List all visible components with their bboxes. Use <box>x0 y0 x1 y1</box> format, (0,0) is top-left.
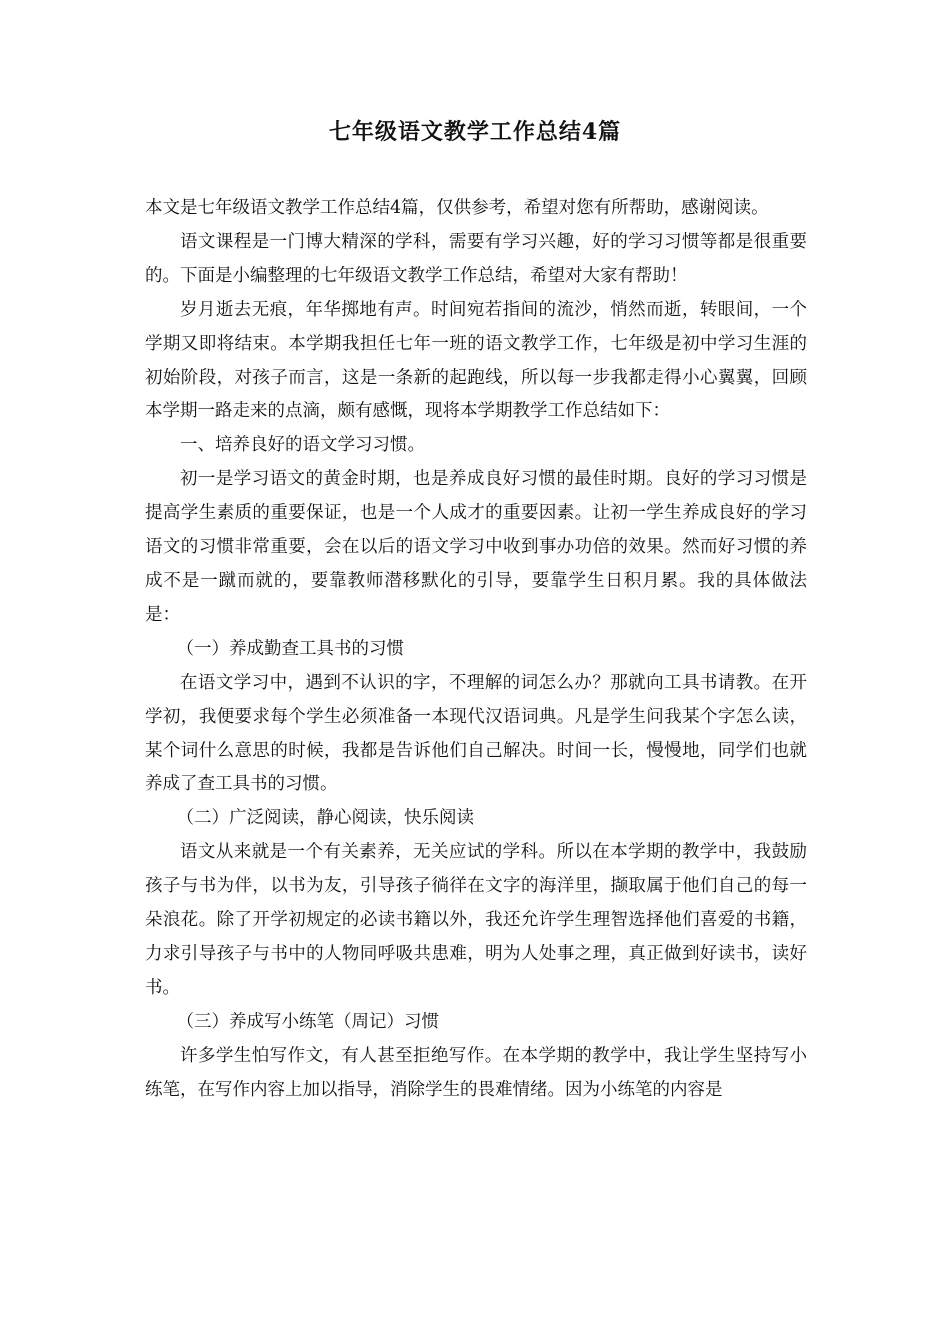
intro-paragraph: 本文是七年级语文教学工作总结4篇，仅供参考，希望对您有所帮助，感谢阅读。 <box>145 198 769 218</box>
subheading-1: （一）养成勤查工具书的习惯 <box>176 638 404 659</box>
paragraph-9: 语文从来就是一个有关素养，无关应试的学科。所以在本学期的教学中，我鼓励孩子与书为伴，以书为友，引导孩子徜徉在文字的海洋里，撷取属于他们自己的每一朵浪花。除了开学初规定的必读书籍以外，我还允许学生理智选择他们喜爱的书籍，力求引导孩子与书中的人物同呼吸共患难，明为人处事之理，真正做到好读书，读好书。 <box>145 842 807 998</box>
paragraph-2: 语文课程是一门博大精深的学科，需要有学习兴趣，好的学习习惯等都是很重要的。下面是小编整理的七年级语文教学工作总结，希望对大家有帮助！ <box>145 231 807 286</box>
document-body <box>145 192 807 1107</box>
section-heading-1: 一、培养良好的语文学习习惯。 <box>180 435 425 456</box>
paragraph-5: 初一是学习语文的黄金时期，也是养成良好习惯的最佳时期。良好的学习习惯是提高学生素质的重要保证，也是一个人成才的重要因素。让初一学生养成良好的学习语文的习惯非常重要，会在以后的语文学习中收到事办功倍的效果。然而好习惯的养成不是一蹴而就的，要靠教师潜移默化的引导，要靠学生日积月累。我的具体做法是： <box>145 469 807 625</box>
subheading-2: （二）广泛阅读，静心阅读，快乐阅读 <box>176 808 474 829</box>
paragraph-11: 许多学生怕写作文，有人甚至拒绝写作。在本学期的教学中，我让学生坚持写小练笔，在写作内容上加以指导，消除学生的畏难情绪。因为小练笔的内容是 <box>145 1045 807 1100</box>
document-title: 七年级语文教学工作总结4篇 <box>328 119 622 145</box>
paragraph-7: 在语文学习中，遇到不认识的字，不理解的词怎么办？那就向工具书请教。在开学初，我便要求每个学生必须准备一本现代汉语词典。凡是学生问我某个字怎么读，某个词什么意思的时候，我都是告诉他们自己解决。时间一长，慢慢地，同学们也就养成了查工具书的习惯。 <box>145 672 807 795</box>
subheading-3: （三）养成写小练笔（周记）习惯 <box>176 1011 439 1032</box>
paragraph-3: 岁月逝去无痕，年华掷地有声。时间宛若指间的流沙，悄然而逝，转眼间，一个学期又即将结束。本学期我担任七年一班的语文教学工作，七年级是初中学习生涯的初始阶段，对孩子而言，这是一条新的起跑线，所以每一步我都走得小心翼翼，回顾本学期一路走来的点滴，颇有感慨，现将本学期教学工作总结如下： <box>145 299 807 422</box>
